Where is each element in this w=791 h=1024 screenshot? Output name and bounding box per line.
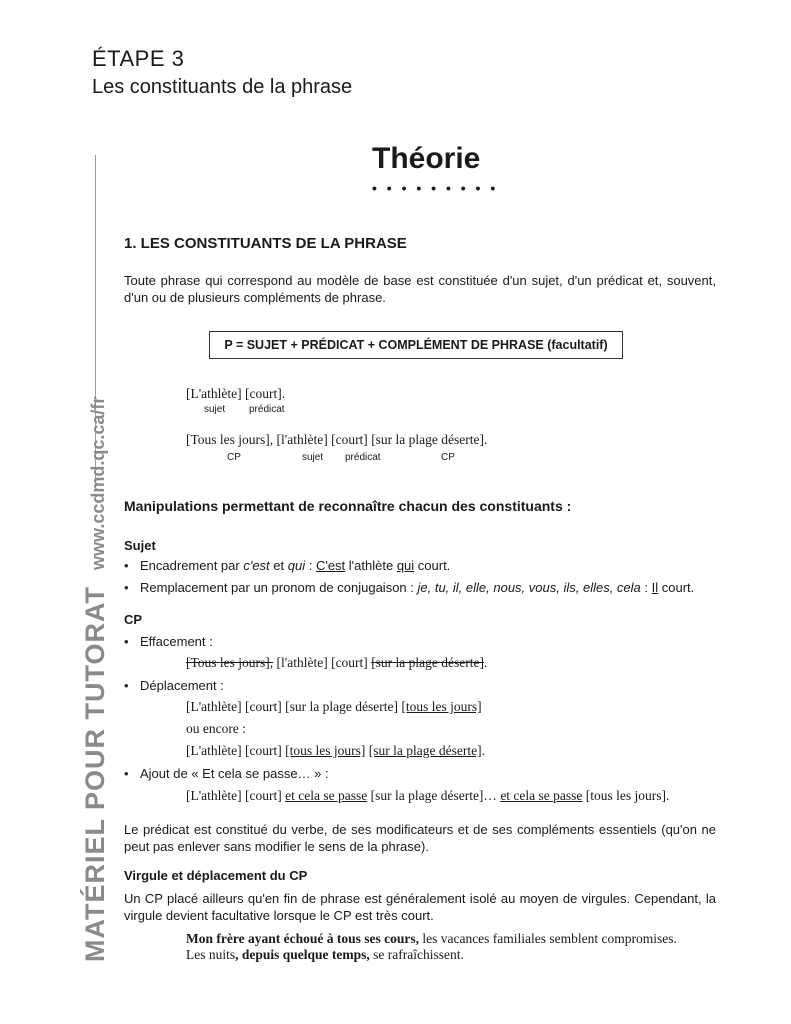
text-struck: [sur la plage déserte] [371,655,485,670]
text: Les nuits [186,947,236,962]
title-dots: • • • • • • • • • [372,180,499,196]
text: [L'athlète] [court] [186,743,286,758]
text-underlined: Il [651,580,659,595]
manipulations-heading: Manipulations permettant de reconnaître chacun des constituants : [124,498,572,514]
ex1-sujet: [L'athlète] [186,386,242,401]
ex2-label-predicat: prédicat [345,452,381,463]
bullet-icon: • [124,678,129,693]
deplacement-example-1 [186,699,482,715]
section-title: 1. LES CONSTITUANTS DE LA PHRASE [124,235,407,252]
text: se rafraîchissent. [369,947,464,962]
virgule-example-2 [186,947,464,963]
ex2-label-cp2: CP [441,452,455,463]
text-underlined: qui [396,558,415,573]
predicat-paragraph: Le prédicat est constitué du verbe, de ses modificateurs et de ses compléments essentiels (qu'on ne peut pas enlever sans modifier le sens de la phrase). [124,822,716,854]
text: [sur la plage déserte]… [367,788,501,803]
cp-item-deplacement: Déplacement : [140,678,224,693]
ex1-label-sujet: sujet [204,404,226,415]
deplacement-example-2 [186,743,485,759]
text: . [481,743,485,758]
sidebar-vertical-text [80,397,111,962]
effacement-example [186,655,487,671]
example-1 [186,386,285,402]
sidebar-url: www.ccdmd.qc.ca/fr [88,396,108,570]
text: [tous les jours]. [582,788,670,803]
text-underlined: [tous les jours] [401,699,482,714]
formula-box [209,331,623,359]
virgule-paragraph: Un CP placé ailleurs qu'en fin de phrase est généralement isolé au moyen de virgules. Cependant, la virgule devient facultative lorsque le CP est très court. [124,891,716,923]
cp-item-effacement: Effacement : [140,634,213,649]
text: [l'athlète] [court] [273,655,372,670]
virgule-heading: Virgule et déplacement du CP [124,868,308,883]
text-underlined: et cela se passe [500,788,583,803]
step-label: ÉTAPE 3 [92,46,185,71]
text-italic: c'est [243,558,270,573]
text: [L'athlète] [court] [sur la plage déserte] [186,699,402,714]
bullet-icon: • [124,580,129,595]
ajout-example [186,788,669,804]
cp-item-ajout: Ajout de « Et cela se passe… » : [140,766,329,781]
text-italic: qui [287,558,306,573]
bullet-icon: • [124,558,129,573]
text: Remplacement par un pronom de conjugaison : [140,580,418,595]
text: [L'athlète] [court] [186,788,286,803]
step-subtitle: Les constituants de la phrase [92,76,353,98]
ex2-label-sujet: sujet [302,452,324,463]
text-underlined: C'est [315,558,346,573]
cp-heading: CP [124,612,143,627]
text-bold: , depuis quelque temps, [235,947,370,962]
ex2-cp2: [sur la plage déserte]. [371,432,488,447]
text: et [269,558,288,573]
sujet-item-remplacement [140,580,694,595]
formula-text: P = SUJET + PRÉDICAT + COMPLÉMENT DE PHRASE (facultatif) [224,338,608,352]
ex2-cp1: [Tous les jours], [186,432,274,447]
text: l'athlète [345,558,397,573]
ex2-sujet: [l'athlète] [276,432,328,447]
text: court. [658,580,695,595]
bullet-icon: • [124,634,129,649]
virgule-example-1 [186,931,677,947]
sujet-heading: Sujet [124,538,156,553]
ex2-label-cp1: CP [227,452,241,463]
ex1-label-predicat: prédicat [249,404,285,415]
text: . [484,655,488,670]
text-italic: je, tu, il, elle, nous, vous, ils, elles, cela [417,580,641,595]
page-title: Théorie [372,142,481,175]
example-2 [186,432,487,448]
text: : [305,558,316,573]
text-struck: [Tous les jours], [186,655,274,670]
text: les vacances familiales semblent compromises. [418,931,677,946]
sujet-item-encadrement [140,558,450,573]
text: : [640,580,652,595]
ou-encore: ou encore : [186,721,246,736]
text-underlined: [sur la plage déserte] [368,743,482,758]
text-underlined: et cela se passe [285,788,368,803]
text: court. [414,558,451,573]
intro-paragraph: Toute phrase qui correspond au modèle de base est constituée d'un sujet, d'un prédicat et, souvent, d'un ou de plusieurs compléments de phrase. [124,273,716,305]
bullet-icon: • [124,766,129,781]
sidebar-title: MATÉRIEL POUR TUTORAT [80,586,110,962]
ex2-predicat: [court] [331,432,368,447]
text-underlined: [tous les jours] [285,743,366,758]
text-bold: Mon frère ayant échoué à tous ses cours, [186,931,419,946]
ex1-predicat: [court]. [245,386,286,401]
text: Encadrement par [140,558,244,573]
